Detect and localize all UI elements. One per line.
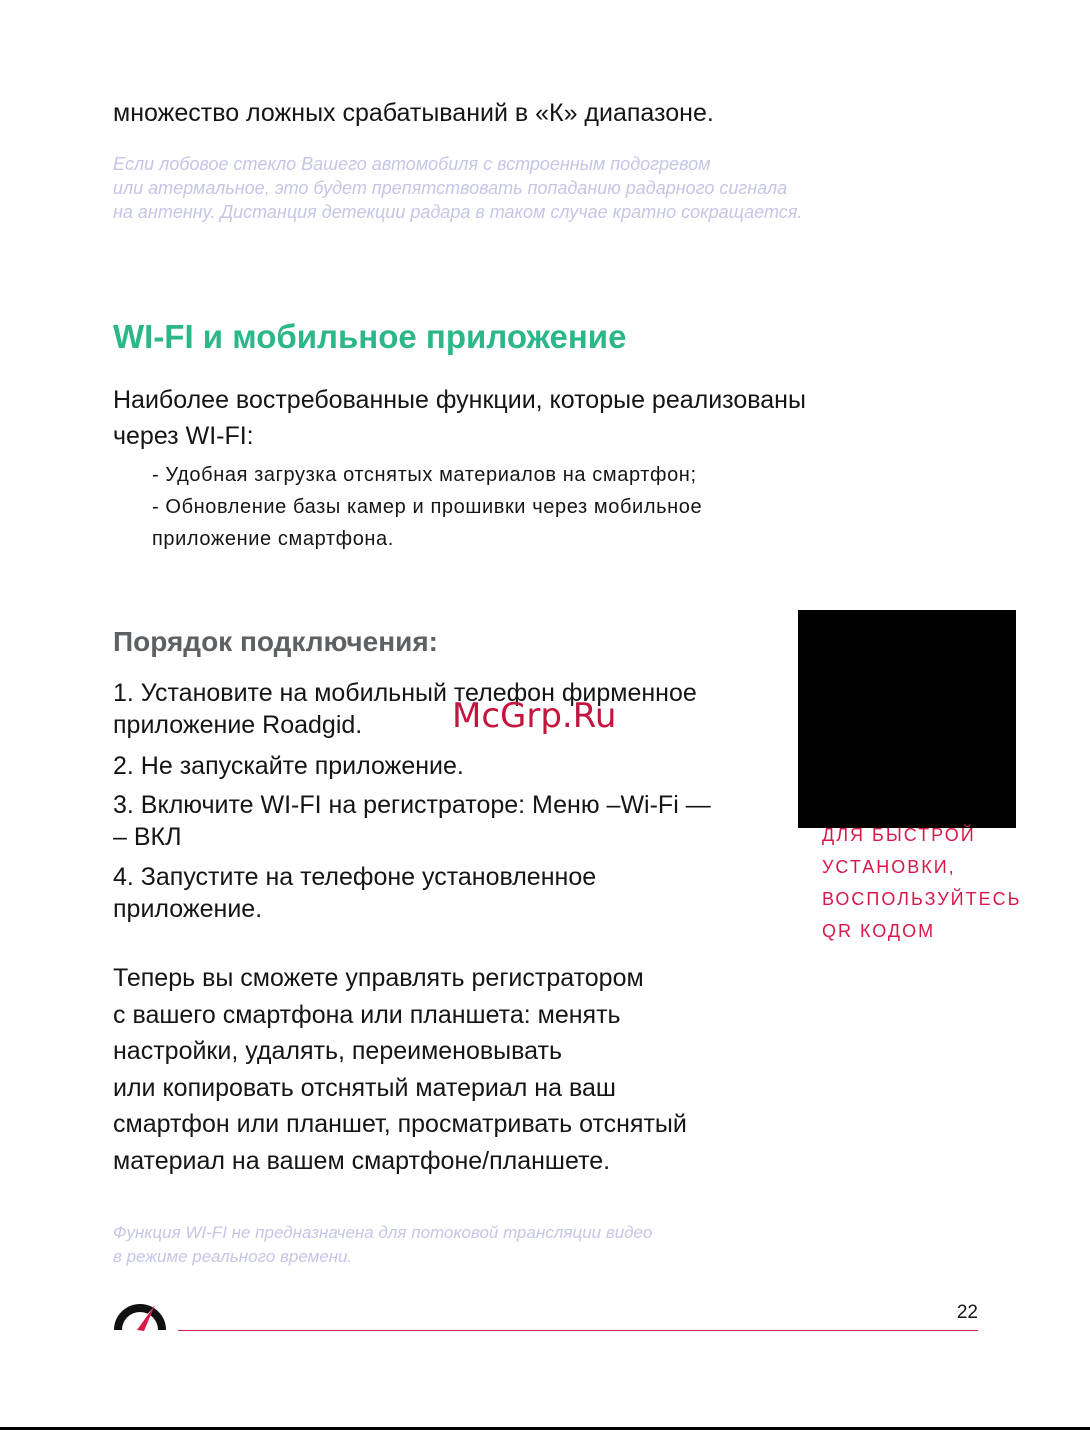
step-3: 3. Включите WI-FI на регистраторе: Меню –Wi-Fi — – ВКЛ <box>113 791 711 851</box>
feature-item: приложение смартфона. <box>152 528 394 550</box>
speedometer-logo-icon <box>111 1294 169 1334</box>
connection-title: Порядок подключения: <box>113 626 438 657</box>
features-list <box>152 459 702 555</box>
note-line: или атермальное, это будет препятствовать попаданию радарного сигнала <box>113 178 788 198</box>
step-1: 1. Установите на мобильный телефон фирменное приложение Roadgid. <box>113 679 697 739</box>
step-2: 2. Не запускайте приложение. <box>113 752 464 780</box>
qr-code-block <box>798 610 1016 828</box>
feature-item: - Обновление базы камер и прошивки через мобильное <box>152 496 703 518</box>
intro-line: множество ложных срабатываний в «К» диапазоне. <box>113 99 714 127</box>
note-streaming <box>113 1221 652 1269</box>
footer-rule <box>178 1330 978 1331</box>
note-windshield <box>113 152 802 224</box>
qr-caption: ДЛЯ БЫСТРОЙ УСТАНОВКИ, ВОСПОЛЬЗУЙТЕСЬ QR КОДОМ <box>822 825 1022 941</box>
note-line: Если лобовое стекло Вашего автомобиля с встроенным подогревом <box>113 154 711 174</box>
section-intro: Наиболее востребованные функции, которые реализованы через WI-FI: <box>113 386 806 450</box>
page-number: 22 <box>956 1302 978 1323</box>
feature-item: - Удобная загрузка отснятых материалов на смартфон; <box>152 464 697 486</box>
summary-paragraph: Теперь вы сможете управлять регистратором с вашего смартфона или планшета: менять настройки, удалять, переименовывать или копировать отснятый материал на ваш смартфон или планшет, просматривать отснятый материал на вашем смартфоне/планшете. <box>113 964 687 1175</box>
note-line: в режиме реального времени. <box>113 1247 353 1266</box>
step-4: 4. Запустите на телефоне установленное приложение. <box>113 863 597 923</box>
note-line: Функция WI-FI не предназначена для потоковой трансляции видео <box>113 1223 653 1242</box>
section-title: WI-FI и мобильное приложение <box>113 318 627 355</box>
note-line: на антенну. Дистанция детекции радара в таком случае кратно сокращается. <box>113 202 803 222</box>
watermark: McGrp.Ru <box>452 696 617 736</box>
